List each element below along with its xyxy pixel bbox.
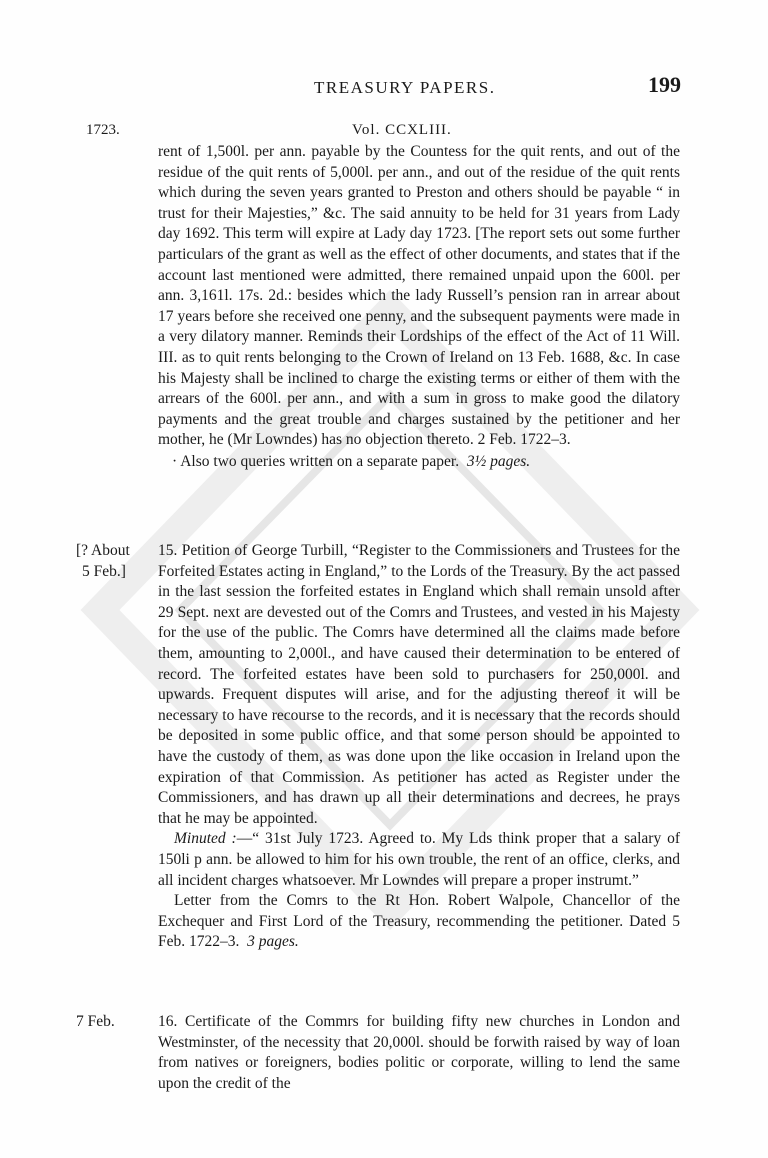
entry-15-date-line1: [? About — [76, 542, 130, 559]
entry-15-margin-date — [76, 541, 158, 582]
entry-14-pages: 3½ pages. — [466, 452, 531, 470]
note-bullet: · — [172, 452, 181, 470]
minuted-label: Minuted : — [174, 830, 237, 848]
volume-heading — [0, 122, 768, 144]
entry-15-minute — [158, 829, 680, 891]
entry-16 — [158, 1012, 680, 1094]
volume-label: Vol. CCXLIII. — [352, 122, 452, 138]
entry-16-text: 16. Certificate of the Commrs for building fifty new churches in London and Westminster, of the necessity that 20,000l. should be forwith raised by way of loan from natives or foreigners, bodies politic or corporate, willing to lend the same upon the credit of the — [158, 1013, 680, 1092]
margin-year: 1723. — [86, 122, 120, 138]
entry-16-date: 7 Feb. — [76, 1013, 115, 1030]
entry-15-date-line2: 5 Feb.] — [82, 562, 126, 580]
minuted-text: —“ 31st July 1723. Agreed to. My Lds think proper that a salary of 150li p ann. be allowed to him for his own trouble, the rent of an office, clerks, and all incident charges whatsoever. Mr Lowndes will prepare a proper instrumt.” — [158, 830, 680, 889]
entry-15 — [158, 541, 680, 953]
entry-14-note — [158, 452, 680, 473]
entry-15-letter — [158, 891, 680, 953]
running-title: TREASURY PAPERS. — [314, 78, 496, 97]
entry-14-text: rent of 1,500l. per ann. payable by the Countess for the quit rents, and out of the residue of the quit rents of 5,000l. per ann., and out of the residue of the quit rents which during the seven years granted to Preston and others should be payable “ in trust for their Majesties,” &c. The said annuity to be held for 31 years from Lady day 1692. This term will expire at Lady day 1723. [The report sets out some further particulars of the grant as well as the effect of other documents, and states that if the account last mentioned were admitted, there remained unpaid upon the 600l. per ann. 3,161l. 17s. 2d.: besides which the lady Russell’s pension ran in arrear about 17 years before she received one penny, and the subsequent payments were made in a very dilatory manner. Reminds their Lordships of the effect of the Act of 11 Will. III. as to quit rents belonging to the Crown of Ireland on 13 Feb. 1688, &c. In case his Majesty shall be inclined to charge the existing terms or either of them with the arrears of the 600l. per ann., and with a sum in gross to make good the dilatory payments and the great trouble and charges sustained by the petitioner and her mother, he (Mr Lowndes) has no objection thereto. 2 Feb. 1722–3. — [158, 143, 680, 449]
page-number: 199 — [648, 72, 681, 97]
entry-15-text: 15. Petition of George Turbill, “Register to the Commissioners and Trustees for the Forfeited Estates acting in England,” to the Lords of the Treasury. By the act passed in the last session the forfeited estates in England which shall remain unsold after 29 Sept. next are devested out of the Comrs and Trustees, and vested in his Majesty for the use of the public. The Comrs have determined all the claims made before them, amounting to 2,000l., and have caused their determination to be entered of record. The forfeited estates have been sold to purchasers for 250,000l. and upwards. Frequent disputes will arise, and for the adjusting thereof it will be necessary to have recourse to the records, and it is necessary that the records should be deposited in some public office, and that some person should be appointed to have the custody of them, as was done upon the like occasion in Ireland upon the expiration of that Commission. As petitioner has acted as Register under the Commissioners, and has drawn up all their determinations and decrees, he prays that he may be appointed. — [158, 542, 680, 827]
letter-pages: 3 pages. — [247, 933, 299, 951]
entry-14-note-text: Also two queries written on a separate paper. — [180, 452, 460, 470]
entry-16-margin-date — [76, 1012, 158, 1033]
entry-14 — [158, 142, 680, 473]
page-header — [0, 72, 768, 102]
letter-text: Letter from the Comrs to the Rt Hon. Robert Walpole, Chancellor of the Exchequer and First Lord of the Treasury, recommending the petitioner. Dated 5 Feb. 1722–3. — [158, 892, 680, 951]
